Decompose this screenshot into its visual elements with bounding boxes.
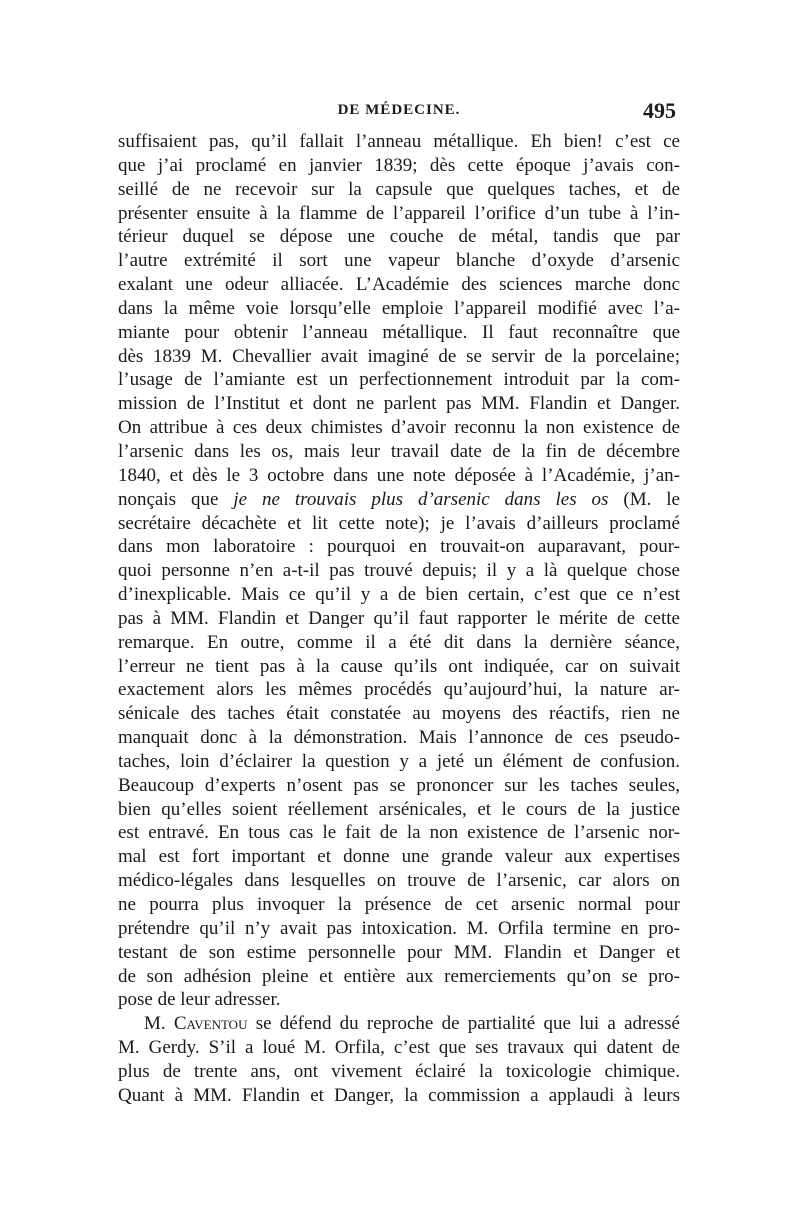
speaker-name: Caventou: [173, 1013, 248, 1035]
text-line: remarque. En outre, comme il a été dit dans la dernière séance,: [118, 631, 680, 653]
text-line: exactement alors les mêmes procédés qu’aujourd’hui, la nature ar-: [118, 679, 680, 701]
text-line: est entravé. En tous cas le fait de la non existence de l’arsenic nor-: [118, 822, 680, 844]
text-line: testant de son estime personnelle pour MM. Flandin et Danger et: [118, 941, 680, 963]
text-line: exalant une odeur alliacée. L’Académie des sciences marche donc: [118, 274, 680, 296]
text-line: mal est fort important et donne une grande valeur aux expertises: [118, 846, 680, 868]
paragraph-1: [118, 130, 680, 1012]
text-line: plus de trente ans, ont vivement éclairé la toxicologie chimique.: [118, 1060, 680, 1082]
text-line: secrétaire décachète et lit cette note); je l’avais d’ailleurs proclamé: [118, 512, 680, 534]
text-line: On attribue à ces deux chimistes d’avoir reconnu la non existence de: [118, 417, 680, 439]
text-line: taches, loin d’éclairer la question y a jeté un élément de confusion.: [118, 750, 680, 772]
text-line: pose de leur adresser.: [118, 989, 281, 1011]
text-line: miante pour obtenir l’anneau métallique. Il faut reconnaître que: [118, 321, 680, 343]
text-line: quoi personne n’en a-t-il pas trouvé depuis; il y a là quelque chose: [118, 560, 680, 582]
text-line: ne pourra plus invoquer la présence de cet arsenic normal pour: [118, 894, 680, 915]
text-line-speaker: [118, 1012, 680, 1036]
text-line: l’usage de l’amiante est un perfectionnement introduit par la com-: [118, 369, 680, 391]
text-line: dans la même voie lorsqu’elle emploie l’appareil modifié avec l’a-: [118, 297, 680, 319]
text-line: manquait donc à la démonstration. Mais l’annonce de ces pseudo-: [118, 727, 680, 749]
text-line: pas à MM. Flandin et Danger qu’il faut rapporter le mérite de cette: [118, 607, 680, 629]
text-line: Quant à MM. Flandin et Danger, la commission a applaudi à leurs: [118, 1084, 680, 1106]
text-line: mission de l’Institut et dont ne parlent pas MM. Flandin et Danger.: [118, 393, 680, 415]
text-line: Beaucoup d’experts n’osent pas se prononcer sur les taches seules,: [118, 774, 680, 796]
text-line: dans mon laboratoire : pourquoi en trouvait-on auparavant, pour-: [118, 536, 680, 558]
text-segment: nonçais que: [118, 488, 234, 510]
text-line: l’erreur ne tient pas à la cause qu’ils ont indiquée, car on suivait: [118, 655, 680, 677]
text-line: sénicale des taches était constatée au moyens des réactifs, rien ne: [118, 703, 680, 725]
italic-quote: je ne trouvais plus d’arsenic dans les os: [233, 488, 609, 510]
text-line: bien qu’elles soient réellement arsénicales, et le cours de la justice: [118, 798, 680, 820]
text-line: térieur duquel se dépose une couche de métal, tandis que par: [118, 226, 680, 248]
text-line: M. Gerdy. S’il a loué M. Orfila, c’est que ses travaux qui datent de: [118, 1037, 680, 1059]
text-line: présenter ensuite à la flamme de l’appareil l’orifice d’un tube à l’in-: [118, 202, 680, 224]
text-line: 1840, et dès le 3 octobre dans une note déposée à l’Académie, j’an-: [118, 464, 680, 486]
text-line: médico-légales dans lesquelles on trouve de l’arsenic, car alors on: [118, 870, 680, 892]
text-line: que j’ai proclamé en janvier 1839; dès cette époque j’avais con-: [118, 154, 680, 176]
text-line: suffisaient pas, qu’il fallait l’anneau métallique. Eh bien! c’est ce: [118, 131, 680, 152]
page-header: [118, 98, 680, 128]
text-segment: (M. le: [608, 488, 680, 510]
speaker-prefix: M.: [144, 1013, 174, 1035]
body-text: [118, 130, 680, 1108]
text-line: de son adhésion pleine et entière aux remerciements qu’on se pro-: [118, 965, 680, 987]
running-title: DE MÉDECINE.: [337, 102, 461, 118]
text-line: prétendre qu’il n’y avait pas intoxication. M. Orfila termine en pro-: [118, 917, 680, 939]
paragraph-2: [118, 1012, 680, 1107]
text-line-with-italic: [118, 488, 680, 512]
text-line: dès 1839 M. Chevallier avait imaginé de se servir de la porcelaine;: [118, 345, 680, 367]
text-line: l’autre extrémité il sort une vapeur blanche d’oxyde d’arsenic: [118, 250, 680, 272]
text-line: l’arsenic dans les os, mais leur travail date de la fin de décembre: [118, 440, 680, 462]
text-segment: se défend du reproche de partialité que lui a adressé: [247, 1013, 680, 1035]
text-line: d’inexplicable. Mais ce qu’il y a de bien certain, c’est que ce n’est: [118, 584, 680, 606]
text-line: seillé de ne recevoir sur la capsule que quelques taches, et de: [118, 178, 680, 200]
page-number: 495: [643, 98, 676, 123]
